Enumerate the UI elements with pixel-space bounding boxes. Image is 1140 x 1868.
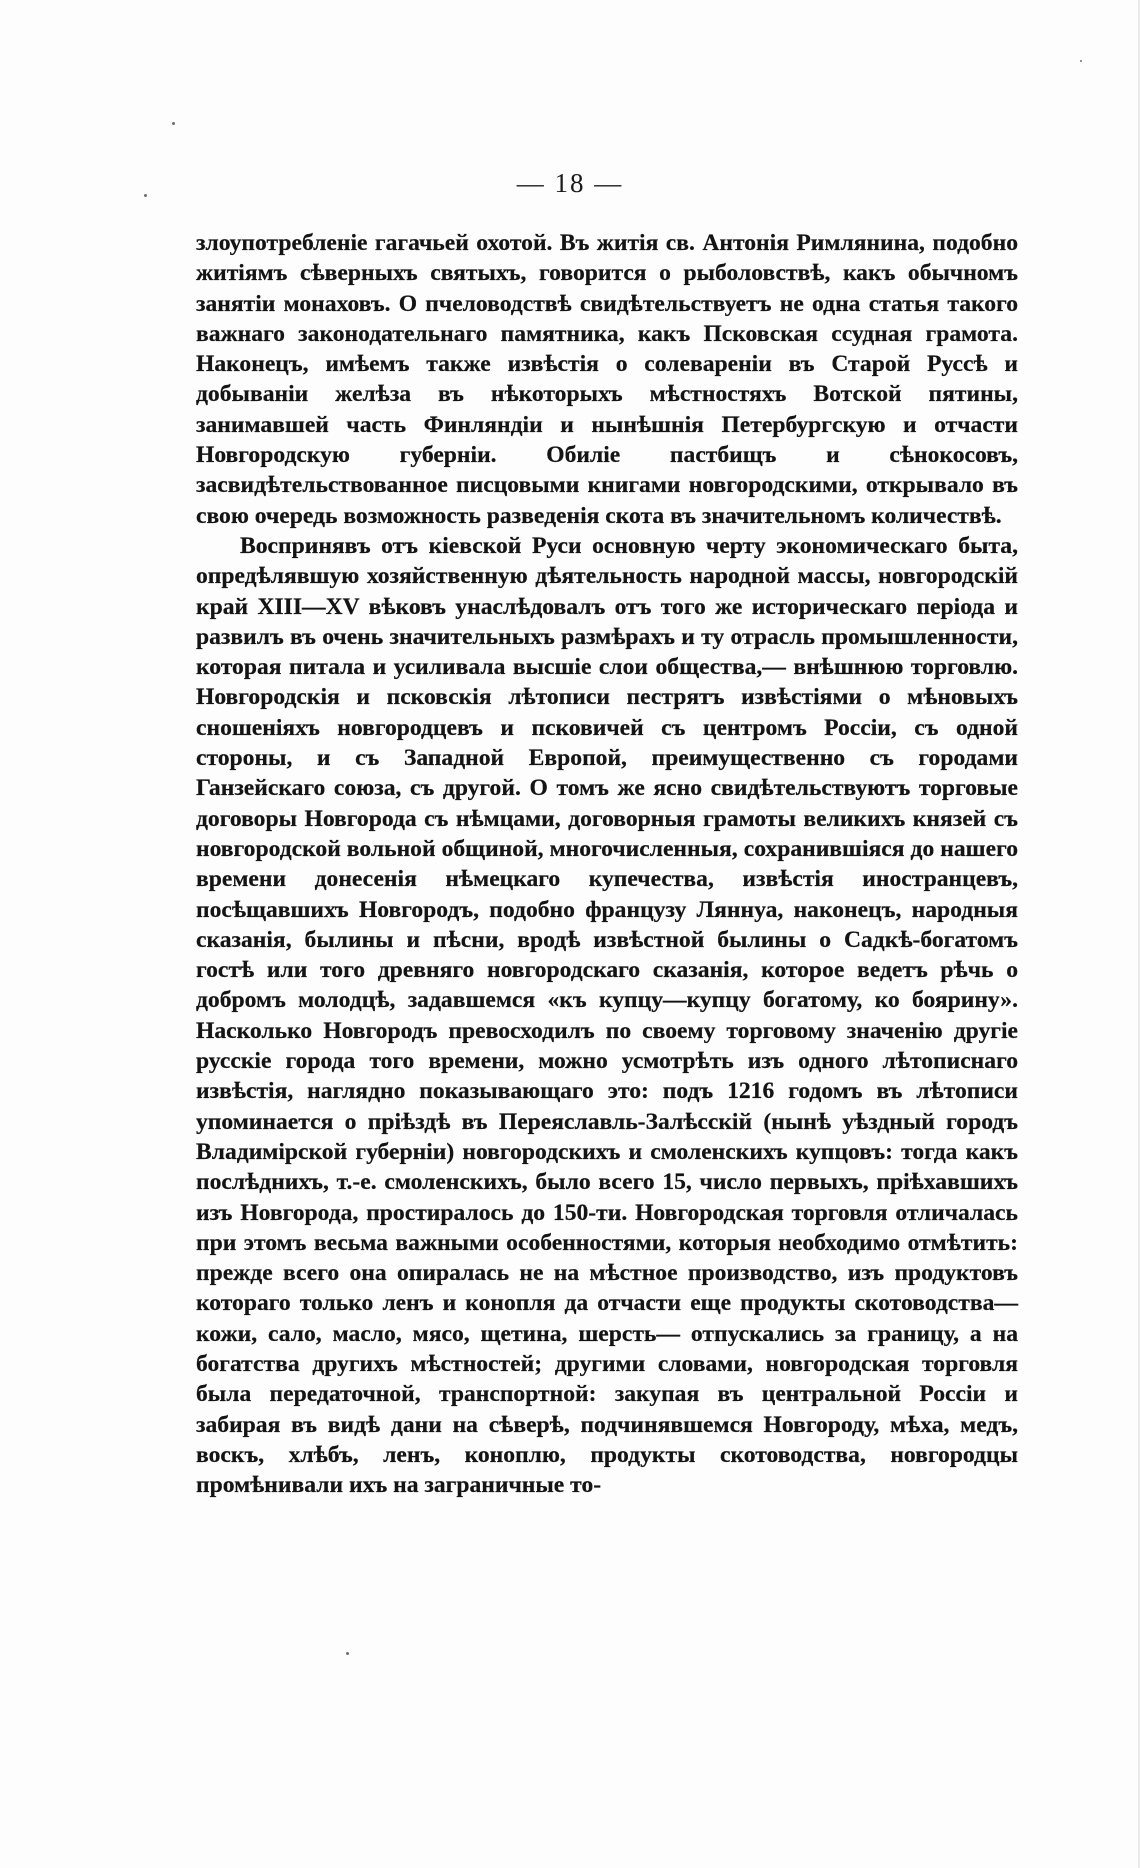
- paragraph-trade: Воспринявъ отъ кіевской Руси основную черту экономическаго быта, опредѣлявшую хозяйственную дѣятельность народной массы, новгородскій край XIII—XV вѣковъ унаслѣдовалъ отъ того же историческаго періода и развилъ въ очень значительныхъ размѣрахъ и ту отрасль промышленности, которая питала и усиливала высшіе слои общества,— внѣшнюю торговлю. Новгородскія и псковскія лѣтописи пестрятъ извѣстіями о мѣновыхъ сношеніяхъ новгородцевъ и псковичей съ центромъ Россіи, съ одной стороны, и съ Западной Европой, преимущественно съ городами Ганзейскаго союза, съ другой. О томъ же ясно свидѣтельствуютъ торговые договоры Новгорода съ нѣмцами, договорныя грамоты великихъ князей съ новгородской вольной общиной, многочисленныя, сохранившіяся до нашего времени донесенія нѣмецкаго купечества, извѣстія иностранцевъ, посѣщавшихъ Новгородъ, подобно французу Ляннуа, наконецъ, народныя сказанія, былины и пѣсни, вродѣ извѣстной былины о Садкѣ-богатомъ гостѣ или того древняго новгородскаго сказанія, которое ведетъ рѣчь о добромъ молодцѣ, задавшемся «къ купцу—купцу богатому, ко боярину». Насколько Новгородъ превосходилъ по своему торговому значенію другіе русскіе города того времени, можно усмотрѣть изъ одного лѣтописнаго извѣстія, наглядно показывающаго это: подъ 1216 годомъ въ лѣтописи упоминается о пріѣздѣ въ Переяславль-Залѣсскій (нынѣ уѣздный городъ Владимірской губерніи) новгородскихъ и смоленскихъ купцовъ: тогда какъ послѣднихъ, т.-е. смоленскихъ, было всего 15, число первыхъ, пріѣхавшихъ изъ Новгорода, простиралось до 150-ти. Новгородская торговля отличалась при этомъ весьма важными особенностями, которыя необходимо отмѣтить: прежде всего она опиралась не на мѣстное производство, изъ продуктовъ котораго только ленъ и конопля да отчасти еще продукты скотоводства—кожи, сало, масло, мясо, щетина, шерсть— отпускались за границу, а на богатства другихъ мѣстностей; другими словами, новгородская торговля была передаточной, транспортной: закупая въ центральной Россіи и забирая въ видѣ дани на сѣверѣ, подчинявшемся Новгороду, мѣха, медъ, воскъ, хлѣбъ, ленъ, коноплю, продукты скотоводства, новгородцы промѣнивали ихъ на заграничные то-: [196, 532, 1018, 1499]
- scan-speck: [346, 1652, 349, 1655]
- page-number: — 18 —: [516, 168, 624, 198]
- scan-speck: [172, 122, 175, 125]
- paragraph-continuation: злоупотребленіе гагачьей охотой. Въ житія св. Антонія Римлянина, подобно житіямъ сѣверныхъ святыхъ, говорится о рыболовствѣ, какъ обычномъ занятіи монаховъ. О пчеловодствѣ свидѣтельствуетъ не одна статья такого важнаго законодательнаго памятника, какъ Псковская ссудная грамота. Наконецъ, имѣемъ также извѣстія о солевареніи въ Старой Руссѣ и добываніи желѣза въ нѣкоторыхъ мѣстностяхъ Вотской пятины, занимавшей часть Финляндіи и нынѣшнія Петербургскую и отчасти Новгородскую губерніи. Обиліе пастбищъ и сѣнокосовъ, засвидѣтельствованное писцовыми книгами новгородскими, открывало въ свою очередь возможность разведенія скота въ значительномъ количествѣ.: [196, 230, 1018, 529]
- body-text: [196, 228, 1018, 1500]
- scan-speck: [1080, 60, 1082, 62]
